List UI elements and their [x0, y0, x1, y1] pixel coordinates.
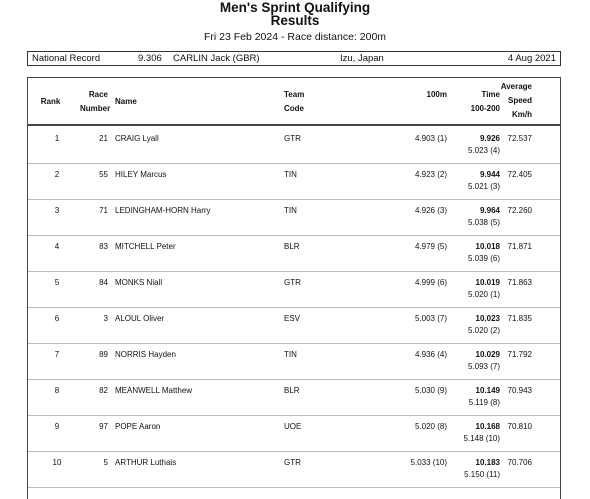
results-table: [27, 77, 561, 499]
cell-time: 10.019: [475, 278, 500, 287]
cell-race-number: 89: [99, 350, 108, 359]
table-row: [28, 346, 560, 380]
record-location: Izu, Japan: [340, 53, 384, 64]
cell-race-number: 55: [99, 170, 108, 179]
cell-speed: 71.863: [507, 278, 532, 287]
cell-speed: 70.810: [507, 422, 532, 431]
col-100m: 100m: [426, 90, 447, 99]
cell-100m: 5.033 (10): [410, 458, 447, 467]
col-average: Average: [500, 82, 532, 91]
cell-team-code: BLR: [284, 242, 300, 251]
cell-split: 5.039 (6): [467, 254, 500, 263]
cell-split: 5.020 (1): [467, 290, 500, 299]
col-team: Team: [284, 90, 305, 99]
cell-split: 5.119 (8): [468, 398, 500, 407]
cell-split: 5.020 (2): [467, 326, 500, 335]
table-header: [28, 78, 560, 126]
cell-speed: 71.792: [507, 350, 532, 359]
cell-split: 5.021 (3): [467, 182, 500, 191]
race-subtitle: Fri 23 Feb 2024 - Race distance: 200m: [203, 31, 387, 43]
cell-race-number: 21: [99, 134, 108, 143]
cell-time: 10.029: [475, 350, 500, 359]
table-row: [28, 166, 560, 200]
cell-rank: 8: [54, 386, 60, 395]
cell-name: MONKS Niall: [115, 278, 163, 287]
table-row: [28, 238, 560, 272]
record-time: 9.306: [138, 53, 162, 64]
cell-time: 9.964: [479, 206, 500, 215]
cell-100m: 4.923 (2): [414, 170, 447, 179]
cell-race-number: 71: [99, 206, 108, 215]
cell-team-code: ESV: [284, 314, 301, 323]
cell-name: MEANWELL Matthew: [115, 386, 193, 395]
cell-100m: 5.020 (8): [414, 422, 447, 431]
col-number-label: Number: [80, 104, 111, 113]
col-time: Time: [481, 90, 500, 99]
cell-race-number: 3: [103, 314, 108, 323]
cell-speed: 71.835: [507, 314, 532, 323]
cell-time: 10.149: [475, 386, 500, 395]
col-split: 100-200: [470, 104, 500, 113]
page-title-results: Results: [270, 13, 320, 28]
cell-team-code: TIN: [284, 206, 297, 215]
page-title: Men's Sprint Qualifying: [219, 0, 371, 15]
cell-name: POPE Aaron: [115, 422, 161, 431]
cell-100m: 4.926 (3): [414, 206, 447, 215]
table-row: [28, 418, 560, 452]
cell-speed: 72.260: [507, 206, 532, 215]
cell-name: ALOUL Oliver: [115, 314, 165, 323]
table-row: [28, 130, 560, 164]
cell-split: 5.093 (7): [467, 362, 500, 371]
cell-team-code: GTR: [284, 278, 301, 287]
cell-time: 10.183: [475, 458, 500, 467]
cell-100m: 4.979 (5): [414, 242, 447, 251]
record-holder: CARLIN Jack (GBR): [173, 53, 260, 64]
cell-race-number: 82: [99, 386, 108, 395]
cell-team-code: GTR: [284, 458, 301, 467]
cell-split: 5.038 (5): [467, 218, 500, 227]
cell-rank: 6: [54, 314, 60, 323]
col-speed: Speed: [507, 96, 532, 105]
cell-split: 5.150 (11): [464, 470, 500, 479]
table-row: [28, 454, 560, 488]
cell-name: MITCHELL Peter: [115, 242, 176, 251]
cell-race-number: 5: [103, 458, 108, 467]
col-race-label: Race: [88, 90, 108, 99]
cell-100m: 4.903 (1): [414, 134, 447, 143]
cell-name: LEDINGHAM-HORN Harry: [115, 206, 211, 215]
cell-speed: 70.943: [507, 386, 532, 395]
cell-rank: 1: [54, 134, 60, 143]
col-code: Code: [284, 104, 304, 113]
cell-race-number: 83: [99, 242, 108, 251]
table-row: [28, 310, 560, 344]
cell-100m: 4.936 (4): [414, 350, 447, 359]
cell-rank: 4: [54, 242, 60, 251]
cell-speed: 70.706: [507, 458, 532, 467]
col-rank: Rank: [40, 97, 61, 106]
cell-time: 10.168: [475, 422, 500, 431]
cell-team-code: TIN: [284, 170, 297, 179]
cell-time: 10.023: [475, 314, 500, 323]
cell-time: 9.944: [479, 170, 500, 179]
cell-split: 5.148 (10): [463, 434, 500, 443]
cell-name: HILEY Marcus: [115, 170, 167, 179]
cell-100m: 5.030 (9): [414, 386, 447, 395]
cell-team-code: GTR: [284, 134, 301, 143]
cell-name: CRAIG Lyall: [115, 134, 159, 143]
cell-rank: 3: [54, 206, 60, 215]
cell-rank: 5: [54, 278, 60, 287]
col-kmh: Km/h: [512, 110, 532, 119]
cell-team-code: UOE: [284, 422, 302, 431]
cell-rank: 9: [54, 422, 60, 431]
cell-team-code: BLR: [284, 386, 300, 395]
cell-speed: 72.537: [507, 134, 532, 143]
table-row: [28, 274, 560, 308]
cell-name: ARTHUR Luthais: [115, 458, 177, 467]
cell-race-number: 84: [99, 278, 108, 287]
cell-speed: 71.871: [507, 242, 532, 251]
cell-speed: 72.405: [507, 170, 532, 179]
cell-rank: 7: [54, 350, 60, 359]
cell-split: 5.023 (4): [467, 146, 500, 155]
cell-team-code: TIN: [284, 350, 297, 359]
col-name: Name: [115, 97, 137, 106]
table-row: [28, 382, 560, 416]
cell-race-number: 97: [99, 422, 108, 431]
cell-time: 9.926: [479, 134, 500, 143]
cell-rank: 2: [54, 170, 60, 179]
record-label: National Record: [32, 53, 101, 64]
cell-100m: 4.999 (6): [414, 278, 447, 287]
table-row: [28, 202, 560, 236]
cell-rank: 10: [52, 458, 62, 467]
record-date: 4 Aug 2021: [507, 53, 556, 64]
cell-100m: 5.003 (7): [414, 314, 447, 323]
cell-time: 10.018: [475, 242, 500, 251]
national-record-bar: [27, 51, 561, 66]
cell-name: NORRIS Hayden: [115, 350, 176, 359]
